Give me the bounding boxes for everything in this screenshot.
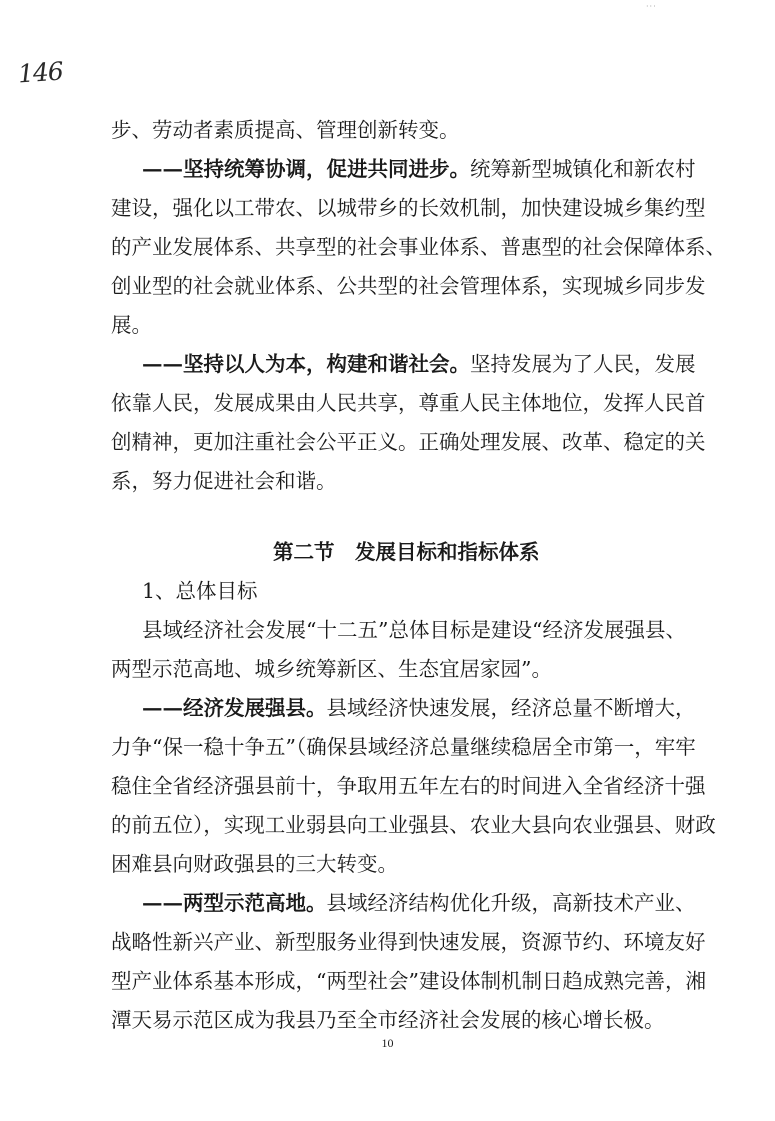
corner-mark: ··· <box>646 2 657 11</box>
paragraph-line: 县域经济社会发展“十二五”总体目标是建设“经济发展强县、 <box>142 618 686 642</box>
paragraph-line: 困难县向财政强县的三大转变。 <box>111 852 398 876</box>
paragraph-line: 系，努力促进社会和谐。 <box>111 469 337 493</box>
handwritten-page-number: 146 <box>17 56 64 89</box>
paragraph-line: 力争“保一稳十争五”（确保县域经济总量继续稳居全市第一，牢牢 <box>111 735 696 759</box>
paragraph-line: 的产业发展体系、共享型的社会事业体系、普惠型的社会保障体系、 <box>111 235 726 259</box>
principle-title: ——坚持统筹协调，促进共同进步。 <box>142 157 470 181</box>
paragraph-text: 县域经济结构优化升级，高新技术产业、 <box>326 891 696 915</box>
principle-people <box>142 350 696 378</box>
paragraph-line: 型产业体系基本形成，“两型社会”建设体制机制日趋成熟完善，湘 <box>111 969 706 993</box>
goal-title: ——两型示范高地。 <box>142 891 327 915</box>
paragraph-line: 创精神，更加注重社会公平正义。正确处理发展、改革、稳定的关 <box>111 430 706 454</box>
subheading: 1、总体目标 <box>142 579 258 603</box>
paragraph-line: 依靠人民，发展成果由人民共享，尊重人民主体地位，发挥人民首 <box>111 391 706 415</box>
principle-coordination <box>142 155 696 183</box>
page-number: 10 <box>381 1036 394 1050</box>
paragraph-line: 的前五位），实现工业弱县向工业强县、农业大县向农业强县、财政 <box>111 813 716 837</box>
paragraph-line: 步、劳动者素质提高、管理创新转变。 <box>111 118 460 142</box>
paragraph-text: 统筹新型城镇化和新农村 <box>470 157 696 181</box>
paragraph-line: 展。 <box>111 313 152 337</box>
paragraph-line: 创业型的社会就业体系、公共型的社会管理体系，实现城乡同步发 <box>111 274 706 298</box>
paragraph-line: 潭天易示范区成为我县乃至全市经济社会发展的核心增长极。 <box>111 1008 665 1032</box>
paragraph-line: 稳住全省经济强县前十，争取用五年左右的时间进入全省经济十强 <box>111 774 706 798</box>
goal-title: ——经济发展强县。 <box>142 696 327 720</box>
section-heading: 第二节 发展目标和指标体系 <box>273 540 540 564</box>
principle-title: ——坚持以人为本，构建和谐社会。 <box>142 352 470 376</box>
paragraph-text: 县域经济快速发展，经济总量不断增大， <box>326 696 696 720</box>
goal-economy <box>142 694 696 722</box>
paragraph-line: 战略性新兴产业、新型服务业得到快速发展，资源节约、环境友好 <box>111 930 706 954</box>
paragraph-text: 坚持发展为了人民，发展 <box>470 352 696 376</box>
goal-demo <box>142 889 696 917</box>
paragraph-line: 建设，强化以工带农、以城带乡的长效机制，加快建设城乡集约型 <box>111 196 706 220</box>
paragraph-line: 两型示范高地、城乡统筹新区、生态宜居家园”。 <box>111 657 552 681</box>
